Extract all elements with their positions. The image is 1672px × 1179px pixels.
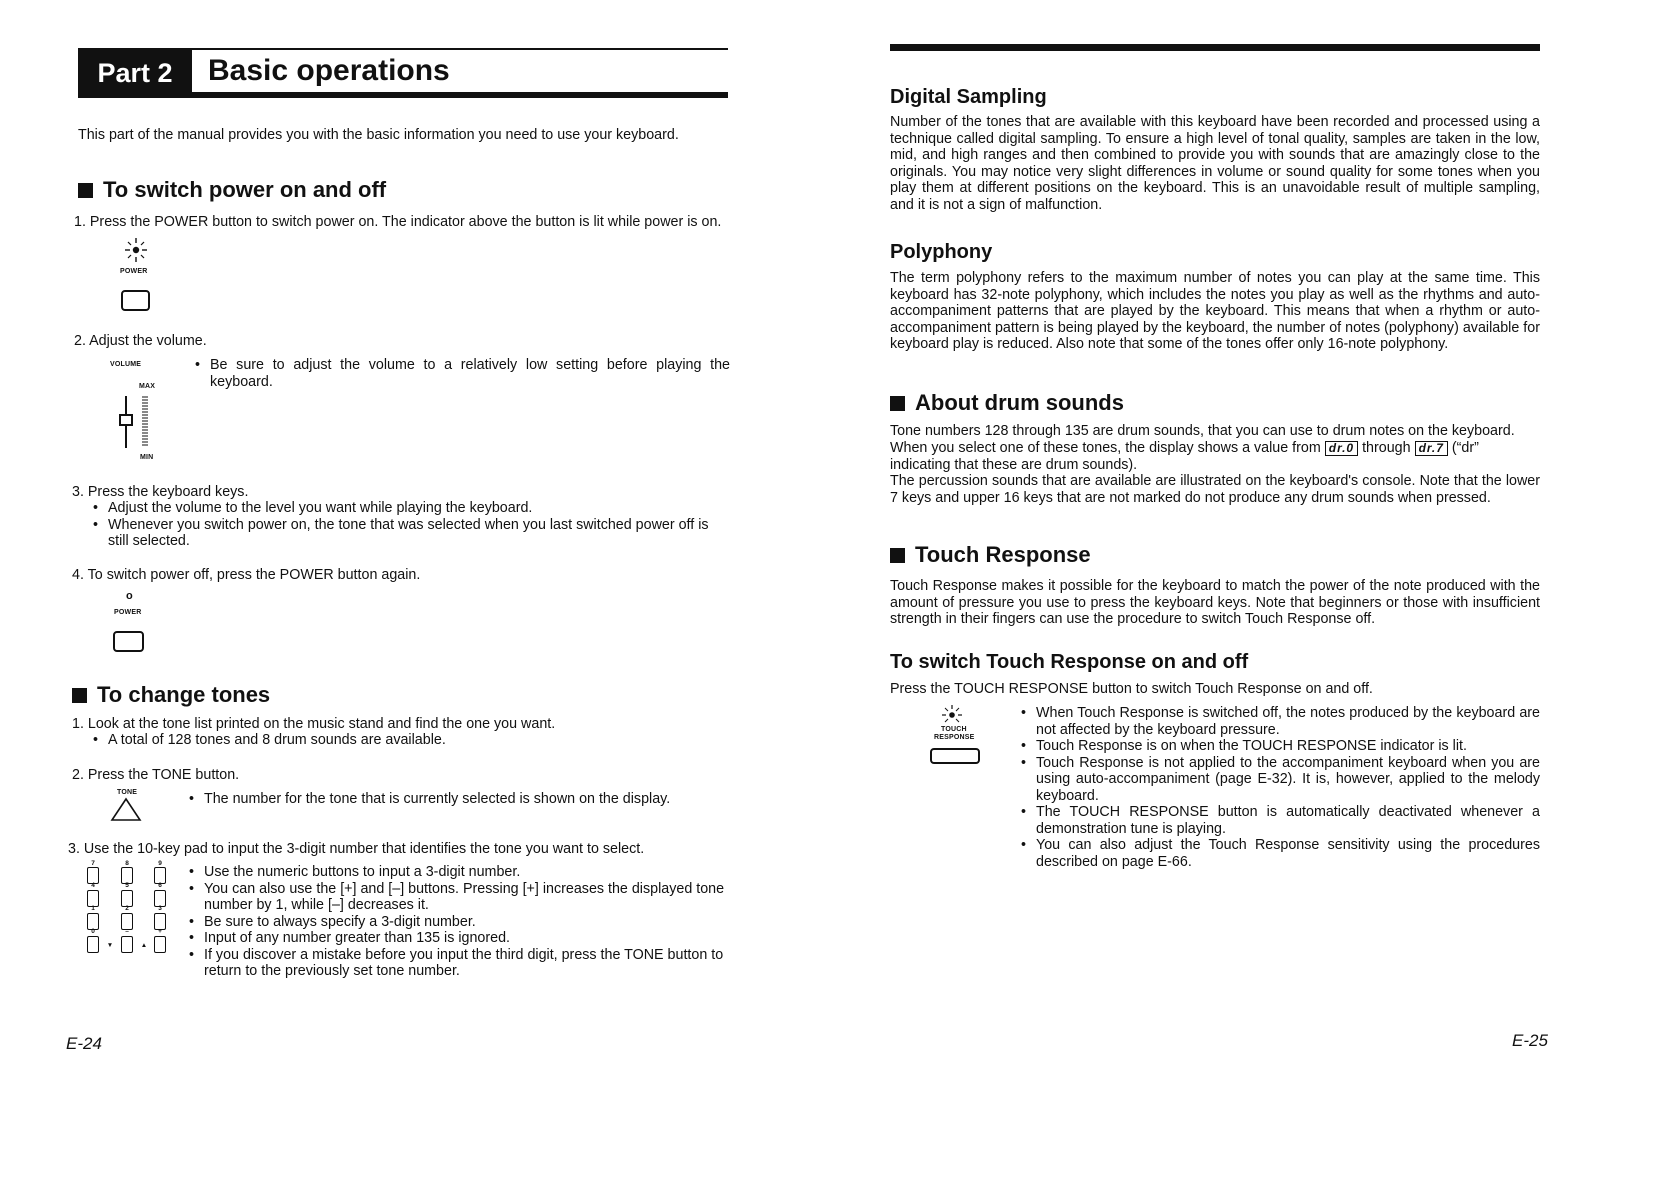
list-item: • Touch Response is on when the TOUCH RESPONSE indicator is lit. xyxy=(1018,738,1540,755)
key-label: 0 xyxy=(91,928,95,935)
square-bullet-icon xyxy=(72,688,87,703)
part-header xyxy=(78,48,728,98)
polyphony-body: The term polyphony refers to the maximum number of notes you can play at the same time. This keyboard has 32-note polyphony, which includes the notes you play as well as the rhythms and auto-accompaniment patterns that are played by the keyboard. This means that when a rhythm or auto-accompaniment pattern is being played by the keyboard, the number of notes (polyphony) available for keyboard play is reduced. Also note that some of the tones offer only 16-note polyphony. xyxy=(890,270,1540,352)
list-item: • Whenever you switch power on, the tone that was selected when you last switched power off is still selected. xyxy=(90,517,730,550)
tones-step-2: 2. Press the TONE button. xyxy=(72,767,240,783)
power-label: POWER xyxy=(120,268,148,275)
key-minus-button[interactable] xyxy=(121,936,133,953)
list-item: • Touch Response is not applied to the accompaniment keyboard when you are using auto-accompaniment (page E-32). It is, however, applied to the melody keyboard. xyxy=(1018,755,1540,805)
key-0-button[interactable] xyxy=(87,936,99,953)
digital-sampling-heading: Digital Sampling xyxy=(890,86,1047,108)
touch-bullets xyxy=(1018,705,1540,870)
touch-switch-heading: To switch Touch Response on and off xyxy=(890,651,1249,673)
power-step-3: 3. Press the keyboard keys. xyxy=(72,484,249,500)
polyphony-heading: Polyphony xyxy=(890,241,993,263)
touch-instruction: Press the TOUCH RESPONSE button to switch Touch Response on and off. xyxy=(890,681,1373,697)
tones-step-1: 1. Look at the tone list printed on the music stand and find the one you want. xyxy=(72,716,556,732)
key-label: 5 xyxy=(125,882,129,889)
power-label-2: POWER xyxy=(114,609,142,616)
key-label: 9 xyxy=(158,860,162,867)
page-number-right: E-25 xyxy=(1512,1031,1548,1050)
tone-note xyxy=(186,791,746,808)
touch-heading-text: Touch Response xyxy=(915,542,1091,567)
power-step-3-bullets xyxy=(90,500,730,550)
square-bullet-icon xyxy=(890,396,905,411)
power-indicator-lit-icon xyxy=(122,236,150,264)
drum-line-1: Tone numbers 128 through 135 are drum sounds, that you can use to drum notes on the keyboard. xyxy=(890,423,1515,439)
power-step-1: 1. Press the POWER button to switch power on. The indicator above the button is lit while power is on. xyxy=(74,214,722,230)
key-label: + xyxy=(158,928,162,935)
key-label: 6 xyxy=(158,882,162,889)
key-label: 4 xyxy=(91,882,95,889)
volume-note xyxy=(192,357,730,390)
drum-line-2a: When you select one of these tones, the display shows a value from xyxy=(890,440,1321,456)
up-arrow-icon: ▲ xyxy=(140,942,148,949)
key-plus-button[interactable] xyxy=(154,936,166,953)
digital-sampling-body: Number of the tones that are available with this keyboard have been recorded and processed using a technique called digital sampling. To ensure a high level of tonal quality, samples are taken in the low, mid, and high ranges and then combined to provide you with sounds that are amazingly close to the originals. You may notice very slight differences in volume or sound quality for some tones when you play them at different positions on the keyboard. This is an unavoidable result of multiple sampling, and it is not a sign of malfunction. xyxy=(890,114,1540,213)
power-indicator-off-icon: o xyxy=(126,590,133,602)
touch-indicator-lit-icon xyxy=(940,704,964,726)
tones-step-3: 3. Use the 10-key pad to input the 3-digit number that identifies the tone you want to select. xyxy=(68,841,645,857)
touch-label-line2: RESPONSE xyxy=(934,734,975,741)
power-step-4: 4. To switch power off, press the POWER button again. xyxy=(72,567,421,583)
drum-line-2c: (“dr” xyxy=(1451,440,1479,456)
page-title: Basic operations xyxy=(208,54,450,87)
tone-label: TONE xyxy=(117,789,138,796)
list-item: • Input of any number greater than 135 is ignored. xyxy=(186,930,736,947)
touch-label-line1: TOUCH xyxy=(941,726,967,733)
key-label: 7 xyxy=(91,860,95,867)
drum-section-heading xyxy=(890,390,1124,416)
list-item: • A total of 128 tones and 8 drum sounds are available. xyxy=(90,732,690,749)
tones-heading-text: To change tones xyxy=(97,682,271,707)
drum-line-4: The percussion sounds that are available are illustrated on the keyboard's console. Note that the lower 7 keys and upper 16 keys that are not marked do not produce any drum sounds when pressed. xyxy=(890,473,1540,506)
key-label: 1 xyxy=(91,905,95,912)
power-section-heading xyxy=(78,177,386,203)
power-button-off[interactable] xyxy=(113,631,144,652)
header-rule xyxy=(890,44,1540,51)
part-label: Part 2 xyxy=(78,48,192,98)
list-item: • Adjust the volume to the level you want while playing the keyboard. xyxy=(90,500,730,517)
drum-line-2b: through xyxy=(1362,440,1411,456)
list-item: • You can also use the [+] and [–] buttons. Pressing [+] increases the displayed tone number by 1, while [–] decreases it. xyxy=(186,881,736,914)
volume-label: VOLUME xyxy=(110,361,142,368)
key-label: 8 xyxy=(125,860,129,867)
square-bullet-icon xyxy=(890,548,905,563)
down-arrow-icon: ▼ xyxy=(106,942,114,949)
list-item: • Be sure to always specify a 3-digit number. xyxy=(186,914,736,931)
tone-button[interactable] xyxy=(110,796,142,822)
power-step-2: 2. Adjust the volume. xyxy=(74,333,207,349)
list-item: • If you discover a mistake before you input the third digit, press the TONE button to return to the previously set tone number. xyxy=(186,947,736,980)
key-label: 3 xyxy=(158,905,162,912)
list-item: • You can also adjust the Touch Response sensitivity using the procedures described on page E-66. xyxy=(1018,837,1540,870)
key-label: 2 xyxy=(125,905,129,912)
tones-section-heading xyxy=(72,682,270,708)
list-item: • Use the numeric buttons to input a 3-digit number. xyxy=(186,864,736,881)
list-item: • The TOUCH RESPONSE button is automatically deactivated whenever a demonstration tune is playing. xyxy=(1018,804,1540,837)
drum-line-2 xyxy=(890,440,1550,457)
tones-step-1-bullet xyxy=(90,732,690,749)
drum-line-3: indicating that these are drum sounds). xyxy=(890,457,1138,473)
touch-section-heading xyxy=(890,542,1091,568)
power-button[interactable] xyxy=(121,290,150,311)
list-item: • Be sure to adjust the volume to a relatively low setting before playing the keyboard. xyxy=(192,357,730,390)
volume-slider[interactable] xyxy=(118,393,152,451)
touch-response-button[interactable] xyxy=(930,748,980,764)
list-item: • The number for the tone that is currently selected is shown on the display. xyxy=(186,791,746,808)
page-number-left: E-24 xyxy=(66,1034,102,1053)
volume-max-label: MAX xyxy=(139,383,156,390)
key-label: – xyxy=(125,928,129,935)
power-heading-text: To switch power on and off xyxy=(103,177,387,202)
intro-text: This part of the manual provides you with the basic information you need to use your keyboard. xyxy=(78,127,679,143)
drum-heading-text: About drum sounds xyxy=(915,390,1124,415)
touch-body: Touch Response makes it possible for the keyboard to match the power of the note produced with the amount of pressure you use to press the keyboard keys. Note that beginners or those with insufficient strength in their fingers can use the procedure to switch Touch Response off. xyxy=(890,578,1540,627)
lcd-drum-end: dr.7 xyxy=(1415,441,1448,456)
right-page xyxy=(836,0,1672,1179)
square-bullet-icon xyxy=(78,183,93,198)
tones-step-3-bullets xyxy=(186,864,736,980)
list-item: • When Touch Response is switched off, the notes produced by the keyboard are not affected by the keyboard pressure. xyxy=(1018,705,1540,738)
lcd-drum-start: dr.0 xyxy=(1325,441,1358,456)
header-rule-bottom xyxy=(78,92,728,98)
volume-min-label: MIN xyxy=(140,454,154,461)
